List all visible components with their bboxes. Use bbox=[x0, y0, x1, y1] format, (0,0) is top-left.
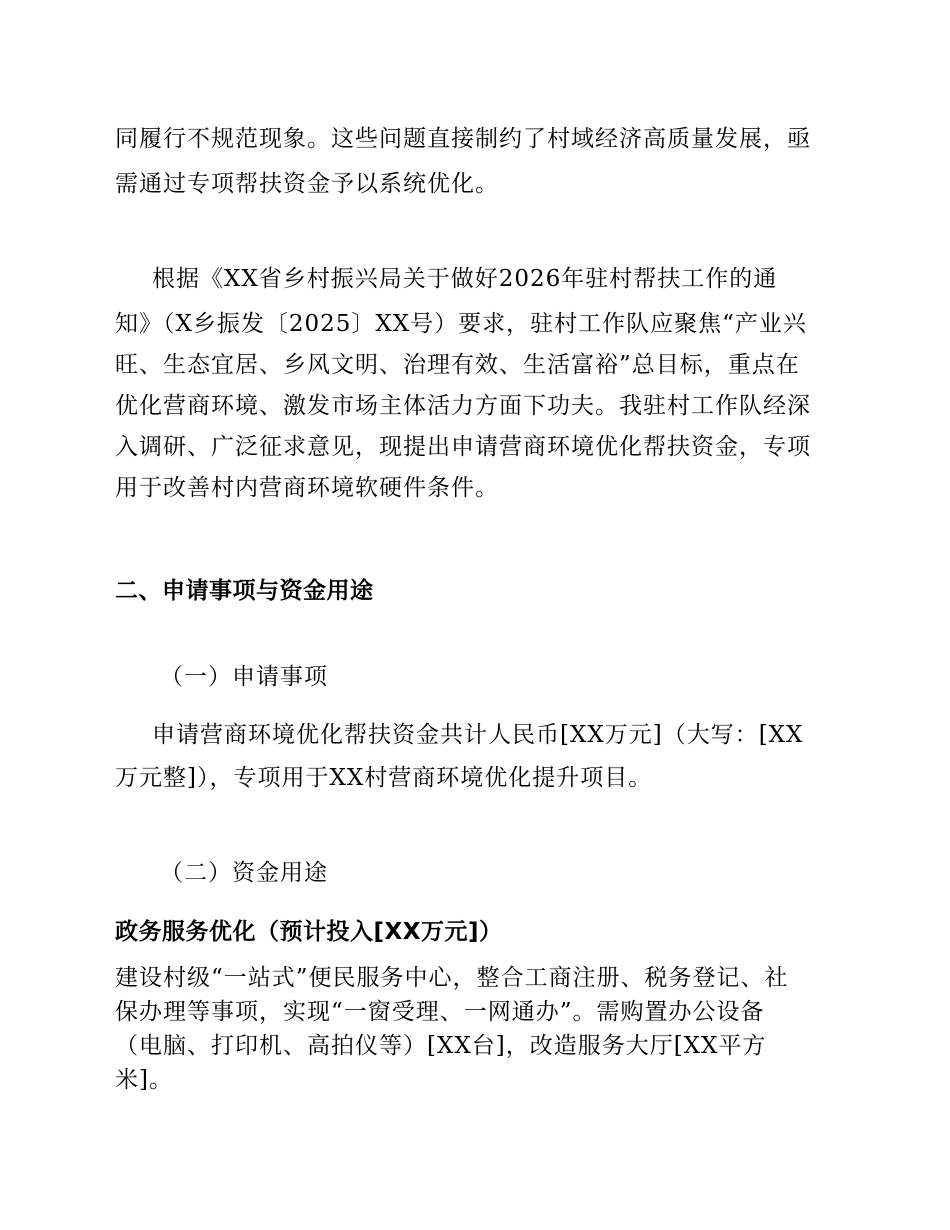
paragraph-line: 根据《XX省乡村振兴局关于做好2026年驻村帮扶工作的通 bbox=[152, 266, 778, 292]
paragraph-line: 需通过专项帮扶资金予以系统优化。 bbox=[115, 171, 499, 197]
paragraph-line: 优化营商环境、激发市场主体活力方面下功夫。我驻村工作队经深 bbox=[115, 393, 811, 419]
subsection-heading: （二）资金用途 bbox=[160, 860, 328, 886]
paragraph-line: 入调研、广泛征求意见，现提出申请营商环境优化帮扶资金，专项 bbox=[115, 434, 811, 460]
paragraph-line: 申请营商环境优化帮扶资金共计人民币[XX万元]（大写：[XX bbox=[152, 722, 804, 748]
subsection-heading: （一）申请事项 bbox=[160, 664, 328, 690]
paragraph-line: 同履行不规范现象。这些问题直接制约了村域经济高质量发展，亟 bbox=[115, 126, 811, 152]
paragraph-line: 建设村级“一站式”便民服务中心，整合工商注册、税务登记、社 bbox=[115, 965, 789, 991]
paragraph-line: 保办理等事项，实现“一窗受理、一网通办”。需购置办公设备 bbox=[115, 999, 765, 1025]
section-heading: 二、申请事项与资金用途 bbox=[115, 578, 374, 604]
paragraph-line: 用于改善村内营商环境软硬件条件。 bbox=[115, 475, 499, 501]
item-heading: 政务服务优化（预计投入[XX万元]） bbox=[115, 919, 503, 945]
paragraph-line: 万元整]），专项用于XX村营商环境优化提升项目。 bbox=[115, 765, 653, 791]
paragraph-line: 米]。 bbox=[115, 1067, 173, 1093]
paragraph-line: 知》（X乡振发〔2025〕XX号）要求，驻村工作队应聚焦“产业兴 bbox=[115, 311, 807, 337]
paragraph-line: 旺、生态宜居、乡风文明、治理有效、生活富裕”总目标，重点在 bbox=[115, 352, 800, 378]
paragraph-line: （电脑、打印机、高拍仪等）[XX台]，改造服务大厅[XX平方 bbox=[115, 1033, 767, 1059]
